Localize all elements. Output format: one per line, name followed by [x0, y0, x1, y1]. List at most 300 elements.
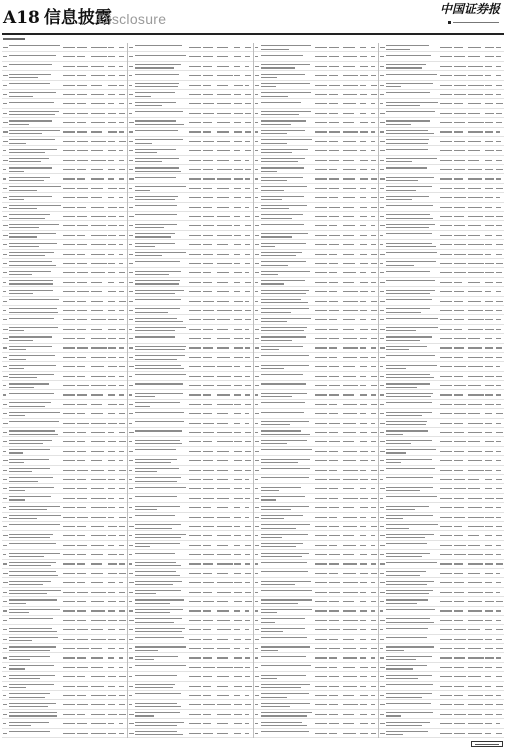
- value-cell: [91, 329, 102, 330]
- name-cell-line: [135, 687, 173, 688]
- name-cell-line: [135, 321, 183, 322]
- code-cell: [189, 629, 201, 630]
- value-cell: [343, 620, 359, 621]
- row-number-cell: [380, 639, 384, 640]
- shares-cell: [77, 545, 87, 546]
- shares-cell: [77, 601, 86, 602]
- note-cell: [496, 207, 500, 208]
- note-cell: [119, 338, 125, 339]
- shares-cell: [77, 141, 88, 142]
- row-number-cell: [255, 75, 259, 76]
- percent-cell: [360, 291, 368, 292]
- name-cell-line: [261, 402, 306, 403]
- shares-cell: [77, 432, 86, 433]
- note-cell: [371, 404, 378, 405]
- code-cell: [63, 319, 75, 320]
- name-cell-line: [135, 308, 180, 309]
- name-cell-line: [261, 678, 278, 679]
- name-cell-line: [9, 524, 60, 525]
- value-cell: [343, 282, 355, 283]
- name-cell-line: [261, 706, 290, 707]
- shares-cell: [329, 704, 339, 705]
- shares-cell: [203, 197, 213, 198]
- row-number-cell: [129, 413, 134, 414]
- percent-cell: [485, 376, 493, 377]
- table-row: [128, 372, 253, 381]
- row-number-cell: [129, 150, 133, 151]
- name-cell-line: [386, 396, 431, 397]
- note-cell: [371, 169, 375, 170]
- percent-cell: [234, 376, 242, 377]
- code-cell: [440, 272, 452, 273]
- shares-cell: [329, 197, 339, 198]
- note-cell: [496, 517, 501, 518]
- code-cell: [63, 657, 75, 658]
- note-cell: [245, 301, 250, 302]
- row-number-cell: [129, 676, 133, 677]
- percent-cell: [234, 122, 241, 123]
- note-cell: [245, 291, 250, 292]
- value-cell: [468, 733, 482, 734]
- name-cell-line: [9, 637, 58, 638]
- row-number-cell: [255, 441, 259, 442]
- value-cell: [343, 601, 355, 602]
- shares-cell: [454, 479, 465, 480]
- percent-cell: [234, 470, 243, 471]
- name-cell-line: [9, 452, 23, 453]
- value-cell: [343, 94, 357, 95]
- percent-cell: [360, 432, 368, 433]
- row-number-cell: [380, 535, 384, 536]
- value-cell: [91, 47, 107, 48]
- name-cell-line: [135, 45, 183, 46]
- note-cell: [245, 629, 249, 630]
- table-column-group: [2, 43, 128, 738]
- name-cell-line: [135, 496, 178, 497]
- shares-cell: [203, 385, 214, 386]
- row-number-cell: [3, 338, 8, 339]
- name-cell-line: [9, 77, 38, 78]
- code-cell: [315, 169, 327, 170]
- note-cell: [371, 460, 375, 461]
- percent-cell: [485, 639, 492, 640]
- percent-cell: [360, 733, 369, 734]
- table-row: [128, 128, 253, 137]
- name-cell-line: [261, 599, 313, 600]
- value-cell: [91, 113, 105, 114]
- row-number-cell: [255, 629, 259, 630]
- name-cell-line: [261, 449, 313, 450]
- note-cell: [371, 451, 376, 452]
- name-cell-line: [9, 205, 61, 206]
- note-cell: [371, 263, 378, 264]
- percent-cell: [360, 451, 369, 452]
- row-number-cell: [3, 648, 7, 649]
- percent-cell: [234, 301, 243, 302]
- row-number-cell: [3, 66, 7, 67]
- code-cell: [189, 385, 201, 386]
- table-row: [254, 484, 379, 493]
- table-row: [2, 513, 127, 522]
- row-number-cell: [255, 338, 260, 339]
- code-cell: [440, 423, 452, 424]
- name-cell-line: [386, 581, 433, 582]
- shares-cell: [203, 620, 213, 621]
- percent-cell: [108, 75, 115, 76]
- value-cell: [343, 667, 355, 668]
- shares-cell: [329, 235, 341, 236]
- percent-cell: [108, 319, 117, 320]
- percent-cell: [108, 103, 114, 104]
- note-cell: [245, 244, 250, 245]
- table-row: [379, 653, 504, 662]
- name-cell-line: [261, 214, 304, 215]
- shares-cell: [77, 291, 89, 292]
- row-number-cell: [3, 122, 8, 123]
- name-cell-line: [261, 92, 312, 93]
- name-cell-line: [261, 246, 275, 247]
- value-cell: [217, 470, 229, 471]
- value-cell: [91, 75, 105, 76]
- percent-cell: [485, 526, 492, 527]
- name-cell-line: [9, 618, 53, 619]
- name-cell-line: [261, 468, 311, 469]
- table-row: [379, 118, 504, 127]
- value-cell: [343, 432, 356, 433]
- code-cell: [189, 376, 201, 377]
- row-number-cell: [129, 160, 134, 161]
- percent-cell: [485, 554, 493, 555]
- name-cell-line: [135, 102, 177, 103]
- percent-cell: [360, 545, 366, 546]
- code-cell: [315, 85, 327, 86]
- name-cell-line: [9, 571, 56, 572]
- code-cell: [189, 704, 201, 705]
- value-cell: [468, 394, 484, 395]
- row-number-cell: [129, 648, 133, 649]
- table-row: [128, 466, 253, 475]
- name-cell-line: [261, 687, 302, 688]
- table-row: [2, 578, 127, 587]
- shares-cell: [454, 488, 466, 489]
- table-row: [2, 334, 127, 343]
- value-cell: [343, 451, 357, 452]
- value-cell: [468, 488, 480, 489]
- code-cell: [315, 225, 327, 226]
- value-cell: [217, 498, 229, 499]
- table-row: [128, 663, 253, 672]
- shares-cell: [454, 347, 464, 348]
- note-cell: [371, 563, 377, 564]
- percent-cell: [234, 648, 240, 649]
- table-row: [379, 522, 504, 531]
- shares-cell: [77, 254, 85, 255]
- value-cell: [343, 263, 356, 264]
- note-cell: [119, 216, 124, 217]
- shares-cell: [454, 178, 463, 179]
- name-cell-line: [261, 111, 311, 112]
- row-number-cell: [3, 404, 7, 405]
- row-number-cell: [255, 723, 258, 724]
- note-cell: [119, 432, 125, 433]
- row-number-cell: [129, 723, 134, 724]
- code-cell: [315, 197, 327, 198]
- name-cell-line: [386, 280, 435, 281]
- note-cell: [245, 272, 249, 273]
- note-cell: [119, 357, 124, 358]
- row-number-cell: [129, 441, 132, 442]
- row-number-cell: [3, 432, 7, 433]
- code-cell: [189, 592, 201, 593]
- row-number-cell: [3, 704, 7, 705]
- code-cell: [315, 329, 327, 330]
- shares-cell: [454, 56, 465, 57]
- code-cell: [440, 535, 452, 536]
- note-cell: [245, 66, 249, 67]
- value-cell: [91, 592, 106, 593]
- note-cell: [496, 319, 500, 320]
- code-cell: [63, 498, 75, 499]
- note-cell: [245, 498, 250, 499]
- name-cell-line: [261, 612, 278, 613]
- code-cell: [315, 498, 327, 499]
- shares-cell: [329, 282, 339, 283]
- row-number-cell: [255, 413, 260, 414]
- table-row: [2, 146, 127, 155]
- note-cell: [119, 291, 124, 292]
- table-row: [254, 503, 379, 512]
- table-row: [2, 588, 127, 597]
- code-cell: [315, 733, 327, 734]
- code-cell: [315, 535, 327, 536]
- name-cell-line: [135, 336, 175, 337]
- name-cell-line: [386, 693, 432, 694]
- value-cell: [343, 207, 355, 208]
- code-cell: [440, 441, 452, 442]
- name-cell-line: [386, 506, 429, 507]
- note-cell: [496, 545, 501, 546]
- name-cell-line: [9, 167, 52, 168]
- table-row: [379, 43, 504, 52]
- code-cell: [63, 66, 75, 67]
- note-cell: [119, 319, 124, 320]
- name-cell-line: [261, 477, 310, 478]
- shares-cell: [203, 338, 211, 339]
- value-cell: [91, 573, 103, 574]
- note-cell: [245, 535, 251, 536]
- code-cell: [189, 582, 201, 583]
- table-row: [128, 682, 253, 691]
- percent-cell: [360, 404, 368, 405]
- name-cell-line: [386, 299, 431, 300]
- shares-cell: [454, 338, 465, 339]
- note-cell: [119, 441, 126, 442]
- table-row: [254, 400, 379, 409]
- value-cell: [91, 254, 105, 255]
- code-cell: [63, 329, 75, 330]
- name-cell-line: [135, 299, 182, 300]
- name-cell-line: [386, 665, 427, 666]
- row-number-cell: [255, 404, 258, 405]
- table-row: [254, 278, 379, 287]
- name-cell-line: [135, 656, 178, 657]
- note-cell: [371, 122, 375, 123]
- shares-cell: [77, 244, 87, 245]
- value-cell: [468, 460, 481, 461]
- name-cell-line: [9, 293, 33, 294]
- percent-cell: [108, 648, 115, 649]
- note-cell: [245, 319, 251, 320]
- code-cell: [440, 733, 452, 734]
- code-cell: [440, 150, 452, 151]
- row-number-cell: [3, 131, 8, 132]
- shares-cell: [77, 272, 88, 273]
- percent-cell: [485, 451, 493, 452]
- value-cell: [217, 404, 233, 405]
- value-cell: [343, 563, 357, 564]
- table-row: [128, 81, 253, 90]
- row-number-cell: [129, 686, 133, 687]
- percent-cell: [108, 592, 115, 593]
- note-cell: [371, 714, 375, 715]
- row-number-cell: [380, 404, 384, 405]
- table-row: [379, 306, 504, 315]
- value-cell: [343, 244, 354, 245]
- name-cell-line: [261, 114, 299, 115]
- note-cell: [371, 385, 377, 386]
- value-cell: [468, 254, 483, 255]
- percent-cell: [108, 94, 115, 95]
- note-cell: [496, 526, 501, 527]
- row-number-cell: [3, 301, 7, 302]
- row-number-cell: [129, 629, 133, 630]
- row-number-cell: [129, 122, 134, 123]
- table-row: [2, 43, 127, 52]
- percent-cell: [108, 244, 116, 245]
- code-cell: [189, 423, 201, 424]
- row-number-cell: [3, 216, 7, 217]
- percent-cell: [360, 441, 367, 442]
- note-cell: [119, 563, 125, 564]
- table-row: [254, 588, 379, 597]
- name-cell-line: [386, 177, 433, 178]
- table-row: [379, 597, 504, 606]
- code-cell: [440, 413, 452, 414]
- shares-cell: [77, 573, 86, 574]
- name-cell-line: [386, 387, 417, 388]
- table-row: [2, 400, 127, 409]
- shares-cell: [454, 723, 465, 724]
- name-cell-line: [386, 603, 416, 604]
- row-number-cell: [380, 676, 384, 677]
- value-cell: [468, 639, 483, 640]
- name-cell-line: [9, 55, 56, 56]
- code-cell: [189, 131, 201, 132]
- note-cell: [245, 197, 251, 198]
- code-cell: [315, 122, 327, 123]
- note-cell: [245, 648, 250, 649]
- name-cell-line: [261, 255, 296, 256]
- row-number-cell: [129, 460, 133, 461]
- name-cell-line: [386, 261, 435, 262]
- note-cell: [245, 488, 251, 489]
- name-cell-line: [135, 290, 184, 291]
- value-cell: [217, 85, 228, 86]
- percent-cell: [485, 178, 494, 179]
- name-cell-line: [261, 77, 277, 78]
- table-row: [2, 691, 127, 700]
- shares-cell: [454, 329, 462, 330]
- percent-cell: [485, 573, 492, 574]
- shares-cell: [203, 441, 213, 442]
- percent-cell: [485, 404, 494, 405]
- shares-cell: [77, 301, 86, 302]
- row-number-cell: [129, 169, 133, 170]
- value-cell: [91, 451, 104, 452]
- name-cell-line: [135, 214, 177, 215]
- row-number-cell: [380, 507, 384, 508]
- shares-cell: [454, 272, 466, 273]
- value-cell: [343, 704, 359, 705]
- code-cell: [440, 319, 452, 320]
- row-number-cell: [3, 451, 6, 452]
- code-cell: [63, 432, 75, 433]
- code-cell: [63, 141, 75, 142]
- name-cell-line: [386, 477, 433, 478]
- table-row: [2, 569, 127, 578]
- table-row: [379, 62, 504, 71]
- note-cell: [119, 517, 126, 518]
- table-row: [128, 588, 253, 597]
- table-row: [254, 109, 379, 118]
- name-cell-line: [386, 622, 433, 623]
- row-number-cell: [380, 686, 384, 687]
- percent-cell: [360, 517, 366, 518]
- table-row: [128, 109, 253, 118]
- note-cell: [496, 85, 502, 86]
- shares-cell: [203, 535, 212, 536]
- code-cell: [63, 479, 75, 480]
- code-cell: [189, 394, 201, 395]
- table-row: [2, 118, 127, 127]
- row-number-cell: [380, 648, 383, 649]
- row-number-cell: [380, 122, 384, 123]
- shares-cell: [203, 563, 213, 564]
- shares-cell: [329, 103, 338, 104]
- percent-cell: [485, 150, 493, 151]
- code-cell: [189, 733, 201, 734]
- note-cell: [119, 188, 125, 189]
- note-cell: [245, 329, 250, 330]
- value-cell: [91, 178, 104, 179]
- value-cell: [217, 338, 230, 339]
- table-row: [379, 729, 504, 738]
- percent-cell: [234, 235, 241, 236]
- value-cell: [91, 141, 106, 142]
- value-cell: [217, 160, 229, 161]
- row-number-cell: [380, 592, 385, 593]
- name-cell-line: [261, 283, 284, 284]
- note-cell: [371, 592, 376, 593]
- row-number-cell: [380, 197, 384, 198]
- code-cell: [63, 160, 75, 161]
- value-cell: [91, 733, 106, 734]
- name-cell-line: [261, 518, 285, 519]
- percent-cell: [485, 695, 492, 696]
- percent-cell: [485, 657, 494, 658]
- code-cell: [63, 357, 75, 358]
- table-row: [379, 513, 504, 522]
